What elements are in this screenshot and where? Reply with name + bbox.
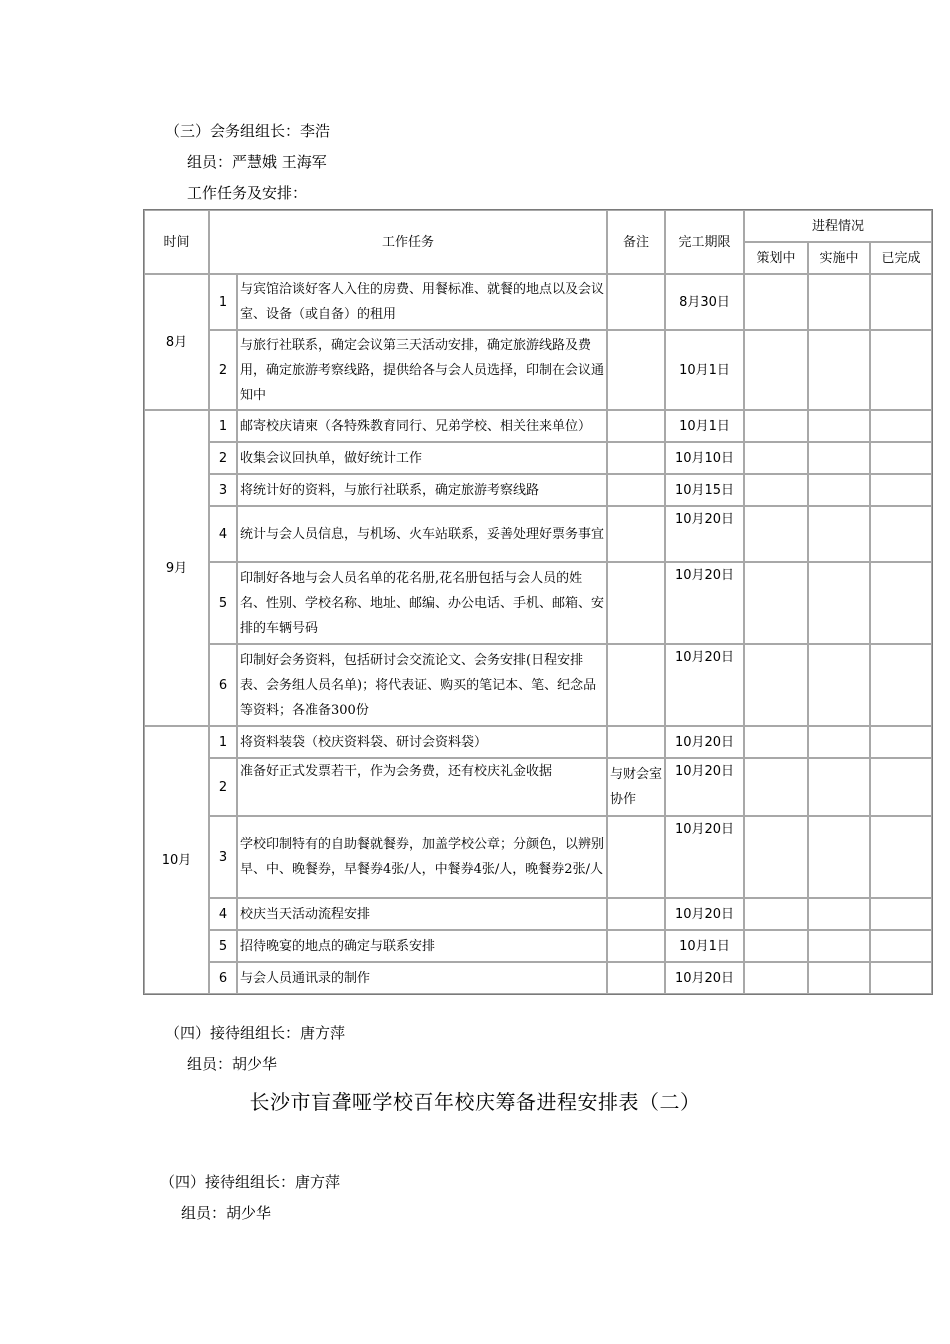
deadline-cell: 10月20日 [665,962,744,994]
table-row [144,474,932,506]
header-deadline: 完工期限 [665,210,744,274]
task-cell: 统计与会人员信息，与机场、火车站联系，妥善处理好票务事宜 [237,506,607,562]
row-number: 3 [209,816,237,898]
planning-cell [744,410,808,442]
row-number: 4 [209,506,237,562]
done-cell [870,506,932,562]
task-cell: 将资料装袋（校庆资料袋、研讨会资料袋） [237,726,607,758]
month-cell: 8月 [144,274,209,410]
deadline-cell: 10月20日 [665,898,744,930]
note-cell [607,330,665,410]
task-cell: 印制好各地与会人员名单的花名册,花名册包括与会人员的姓名、性别、学校名称、地址、邮编、办公电话、手机、邮箱、安排的车辆号码 [237,562,607,644]
note-cell [607,726,665,758]
note-cell [607,930,665,962]
planning-cell [744,758,808,816]
note-cell [607,474,665,506]
note-cell: 与财会室协作 [607,758,665,816]
deadline-cell: 8月30日 [665,274,744,330]
deadline-cell: 10月1日 [665,930,744,962]
done-cell [870,562,932,644]
note-cell [607,962,665,994]
header-note: 备注 [607,210,665,274]
deadline-cell: 10月20日 [665,726,744,758]
table-row [144,726,932,758]
table-row [144,898,932,930]
planning-cell [744,474,808,506]
table-row [144,442,932,474]
note-cell [607,442,665,474]
planning-cell [744,442,808,474]
task-cell: 准备好正式发票若干，作为会务费，还有校庆礼金收据 [237,758,607,816]
header-executing: 实施中 [808,242,870,274]
executing-cell [808,758,870,816]
task-cell: 校庆当天活动流程安排 [237,898,607,930]
table-row [144,930,932,962]
note-cell [607,898,665,930]
row-number: 5 [209,562,237,644]
section4b-leader: （四）接待组组长：唐方萍 [160,1173,341,1191]
table-row [144,758,932,816]
task-cell: 收集会议回执单，做好统计工作 [237,442,607,474]
row-number: 1 [209,726,237,758]
deadline-cell: 10月20日 [665,758,744,816]
header-task: 工作任务 [209,210,607,274]
executing-cell [808,816,870,898]
executing-cell [808,274,870,330]
deadline-cell: 10月1日 [665,330,744,410]
done-cell [870,474,932,506]
executing-cell [808,330,870,410]
executing-cell [808,898,870,930]
note-cell [607,816,665,898]
planning-cell [744,816,808,898]
planning-cell [744,330,808,410]
deadline-cell: 10月20日 [665,816,744,898]
section3-leader: （三）会务组组长：李浩 [165,122,331,140]
task-cell: 印制好会务资料，包括研讨会交流论文、会务安排(日程安排表、会务组人员名单)；将代表证、购买的笔记本、笔、纪念品等资料；各准备300份 [237,644,607,726]
section4a-leader: （四）接待组组长：唐方萍 [165,1024,346,1042]
row-number: 4 [209,898,237,930]
section4b-members: 组员：胡少华 [181,1204,272,1222]
section3-members: 组员：严慧娥 王海军 [187,153,327,171]
planning-cell [744,898,808,930]
executing-cell [808,930,870,962]
table-row [144,330,932,410]
done-cell [870,962,932,994]
table-row [144,274,932,330]
deadline-cell: 10月1日 [665,410,744,442]
task-cell: 与会人员通讯录的制作 [237,962,607,994]
row-number: 2 [209,758,237,816]
document-title: 长沙市盲聋哑学校百年校庆筹备进程安排表（二） [249,1090,701,1114]
executing-cell [808,962,870,994]
note-cell [607,644,665,726]
planning-cell [744,506,808,562]
row-number: 2 [209,330,237,410]
note-cell [607,506,665,562]
task-cell: 学校印制特有的自助餐就餐券，加盖学校公章；分颜色，以辨别早、中、晚餐券，早餐券4张/人，中餐券4张/人，晚餐券2张/人 [237,816,607,898]
executing-cell [808,474,870,506]
deadline-cell: 10月20日 [665,506,744,562]
done-cell [870,898,932,930]
done-cell [870,816,932,898]
done-cell [870,758,932,816]
row-number: 6 [209,962,237,994]
done-cell [870,410,932,442]
row-number: 6 [209,644,237,726]
task-cell: 与旅行社联系，确定会议第三天活动安排，确定旅游线路及费用，确定旅游考察线路，提供给各与会人员选择，印制在会议通知中 [237,330,607,410]
deadline-cell: 10月15日 [665,474,744,506]
planning-cell [744,726,808,758]
note-cell [607,562,665,644]
header-progress: 进程情况 [744,210,932,242]
header-time: 时间 [144,210,209,274]
executing-cell [808,562,870,644]
note-cell [607,410,665,442]
table-row [144,410,932,442]
deadline-cell: 10月20日 [665,562,744,644]
table-row [144,816,932,898]
row-number: 5 [209,930,237,962]
done-cell [870,644,932,726]
row-number: 3 [209,474,237,506]
planning-cell [744,962,808,994]
done-cell [870,330,932,410]
month-cell: 9月 [144,410,209,726]
row-number: 1 [209,274,237,330]
executing-cell [808,726,870,758]
task-cell: 招待晚宴的地点的确定与联系安排 [237,930,607,962]
section3-tasks-heading: 工作任务及安排： [187,184,308,202]
header-planning: 策划中 [744,242,808,274]
note-cell [607,274,665,330]
planning-cell [744,274,808,330]
task-cell: 与宾馆洽谈好客人入住的房费、用餐标准、就餐的地点以及会议室、设备（或自备）的租用 [237,274,607,330]
done-cell [870,274,932,330]
task-cell: 将统计好的资料，与旅行社联系，确定旅游考察线路 [237,474,607,506]
month-cell: 10月 [144,726,209,994]
executing-cell [808,410,870,442]
table-row [144,962,932,994]
executing-cell [808,442,870,474]
deadline-cell: 10月10日 [665,442,744,474]
table-row [144,562,932,644]
table-row [144,644,932,726]
section4a-members: 组员：胡少华 [187,1055,278,1073]
planning-cell [744,644,808,726]
schedule-table [143,209,933,995]
deadline-cell: 10月20日 [665,644,744,726]
task-cell: 邮寄校庆请柬（各特殊教育同行、兄弟学校、相关往来单位） [237,410,607,442]
planning-cell [744,930,808,962]
executing-cell [808,644,870,726]
row-number: 2 [209,442,237,474]
planning-cell [744,562,808,644]
header-done: 已完成 [870,242,932,274]
done-cell [870,930,932,962]
row-number: 1 [209,410,237,442]
table-row [144,506,932,562]
done-cell [870,726,932,758]
done-cell [870,442,932,474]
executing-cell [808,506,870,562]
